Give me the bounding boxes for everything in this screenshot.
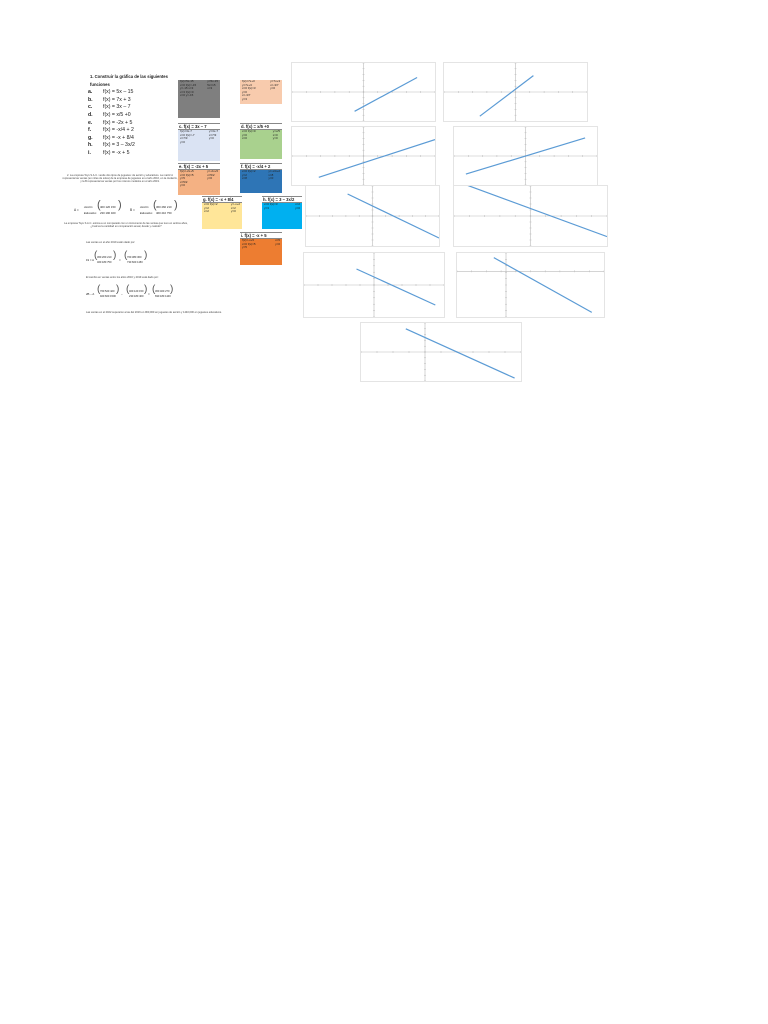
bracket-right-b: ) [174,199,178,211]
bracket: ( [124,250,128,261]
table-cell: x=0 f(x)=5 [180,172,194,177]
table-cell: y=0 [180,139,185,144]
table-cell: y=0 [295,205,300,210]
graph-svg [304,253,444,317]
table-cell: y=0 [268,176,274,180]
table-cell: y=-2x+5 [207,169,218,173]
table-cell: y=0 [270,86,276,90]
table-cell: x=-3/7 [270,82,279,87]
table-header: c. f(x) = 3x – 7 [178,123,220,130]
table-cell: y=-x/4+2 [268,169,280,173]
graph-5 [305,185,440,247]
table-cell: x=0 [272,132,278,137]
matrix-a-label: A = [74,208,79,212]
graph-7 [303,252,445,318]
table-g [202,196,242,229]
table-e [178,163,220,195]
table-col-left [180,80,196,98]
table-cell: y=5 [242,245,247,249]
table-cell: x=5/2 [207,172,215,177]
table-body [178,170,220,188]
table-cell: x=0 f(x)=-15 [180,82,197,87]
table-cell: x=2 [230,205,236,210]
table-body [240,239,282,250]
table-cell: x=0 f(x)=-7 [180,132,195,137]
table-body [240,80,282,101]
matrices-AB [74,199,204,219]
table-cell: y=0 [208,136,214,140]
table-body [240,130,282,141]
function-letter: e. [88,119,93,126]
table-cell: y=3x-7 [208,129,218,133]
table-col-right [268,170,280,181]
series-line [494,258,592,313]
minus: – [121,292,123,296]
function-letter: a. [88,89,93,96]
table-col-left [180,130,195,144]
function-item [88,127,178,135]
bracket: ( [152,284,156,295]
table-cell: y=0 [180,183,185,187]
table-h [262,196,302,229]
step1-m2-r2: 730 600 1150 [127,261,143,264]
table-b [240,80,282,104]
table-a [178,80,220,118]
table-col-left [242,239,256,250]
series-line [357,269,436,305]
table-cell: x=3 [207,86,213,90]
table-cell: x=2 [295,202,300,206]
table-header: d. f(x) = x/5 +0 [240,123,282,130]
function-expression: f(x) = -x + 8/4 [103,134,134,141]
table-cell: y=0 [275,241,280,246]
table-cell: y=3 [242,96,247,101]
table-cell: 5x=15 [207,82,216,87]
function-rows [88,89,178,157]
table-cell: y=5x-15 [207,80,218,83]
function-item [88,89,178,97]
step2-matrices [86,284,196,302]
table-cell: x=7/3 [180,136,188,140]
function-expression: f(x) = -x + 5 [103,149,130,156]
table-cell: y=-15 x=3 [180,86,194,90]
table-cell: f(x)=-2x+5 [180,169,194,173]
graph-svg [292,127,435,185]
matrix-b-row1: 360 260 210 [156,205,172,209]
table-cell: f(x)=5x-15 [180,80,194,83]
function-expression: f(x) = x/5 +0 [103,111,131,118]
step1-matrices [86,250,186,268]
conclusion: Las ventas en el 2022 superaron a las del 2016 en 960,000 en juguetes de acción y 1440,000 en juguetes educativos. [86,311,222,314]
table-cell: x=8 [268,172,274,177]
table-cell: x=2 [204,209,209,213]
bracket: ( [97,284,101,295]
table-cell: x=0 f(x)=0 [242,129,256,133]
graph-1 [291,62,436,122]
table-cell: y=2 [204,205,209,210]
row-label-2b: Educativo [140,211,153,215]
function-letter: h. [88,142,93,149]
table-col-left [264,203,278,210]
graph-svg [306,186,439,246]
table-cell: y=0 [272,136,278,140]
function-letter: i. [88,149,91,156]
bracket: ( [94,250,98,261]
function-expression: f(x) = 3x – 7 [103,104,131,111]
graph-svg [454,186,607,246]
table-body [240,170,282,181]
step1-expr: 19 = A [86,258,95,262]
function-list [88,73,178,158]
step1-m2-r1: 760 380 360 [127,256,142,259]
table-cell: y=0 [207,176,213,180]
function-expression: f(x) = 7x + 3 [103,96,131,103]
function-item [88,142,178,150]
bracket: ) [144,250,148,261]
series-line [480,76,534,117]
table-cell: y=5 [180,176,185,180]
function-letter: f. [88,127,92,134]
function-letter: b. [88,96,93,103]
bracket-left: ( [97,199,101,211]
step1-m1-r2: 460 180 750 [97,261,112,264]
graph-svg [444,63,587,121]
table-cell: f(x)=-x+5 [242,238,255,242]
table-i [240,232,282,265]
table-header: e. f(x) = -2x + 5 [178,163,220,170]
table-col-right [207,170,218,188]
table-header: g. f(x) = -x + 8/4 [202,196,242,203]
series-line [406,329,515,378]
table-cell: y=x/5 [272,129,280,133]
table-cell: x=5/2 [180,179,188,184]
graph-8 [456,252,605,318]
matrix-a-row1: 400 120 150 [100,205,116,209]
series-line [467,186,607,237]
table-cell: y=7x+3 [270,80,280,83]
table-header: f. f(x) = -x/4 + 2 [240,163,282,170]
table-col-right [270,80,280,101]
bracket: ) [170,284,174,295]
exercise-title: 1. Construir la gráfica de las siguientes funciones [90,74,168,87]
graph-svg [454,127,597,185]
function-item [88,104,178,112]
step2-m1-r2: 920 600 1500 [100,295,116,298]
matrix-a-row2: 230 190 400 [100,211,116,215]
row-label-2: Educativo [84,211,97,215]
table-body [262,203,302,210]
table-cell: x=5 [275,238,280,242]
problem-question: La empresa Toys S.A.C. estima a un comparado con un incremento de las ventas que tuvo en ambos años, ¿Cuál es la cantidad en comparación anual, desde y cuándo? [64,222,188,228]
table-cell: y=7x+3 [242,82,252,87]
table-col-right [295,203,300,210]
function-letter: d. [88,111,93,118]
table-cell: x=0 f(x)=3 [264,202,278,206]
table-body [178,130,220,144]
row-label-1b: Acción [140,205,149,209]
table-cell: x=0 y=-15 [180,93,194,97]
table-d [240,123,282,159]
table-cell: y=3 [264,205,269,210]
table-col-right [209,130,218,144]
step1-label: Las ventas en el año 2019 están dado por: [86,241,136,244]
function-letter: g. [88,134,93,141]
graph-3 [291,126,436,186]
table-c [178,123,220,161]
graph-svg [361,323,521,381]
bracket: ) [144,284,148,295]
matrix-b-row2: 460 210 750 [156,211,172,215]
function-expression: f(x) = 3 – 3x/2 [103,142,135,149]
table-body [202,203,242,214]
table-col-right [275,239,280,250]
table-cell: x=0 f(x)=5 [242,241,256,246]
row-label-1: Acción [84,205,93,209]
table-header: i. f(x) = -x + 5 [240,232,282,239]
table-cell: x=8 [242,176,247,180]
table-col-left [204,203,218,214]
series-line [355,78,418,112]
step2-label: El cambio en ventas entre los años 2016 y 2019 está dado por: [86,276,159,279]
function-item [88,120,178,128]
table-col-left [242,170,256,181]
table-cell: f(x)=7x+3 [242,80,255,83]
table-cell: x=0 f(x)=2 [242,169,256,173]
function-expression: f(x) = 5x – 15 [103,89,134,96]
bracket: ) [116,284,120,295]
table-col-left [242,80,256,101]
table-col-right [207,80,218,98]
table-cell: y=0 [242,89,247,94]
table-f [240,163,282,193]
table-body [178,80,220,98]
bracket: ( [126,284,130,295]
bracket-left-b: ( [153,199,157,211]
table-col-left [242,130,256,141]
step2-expr: 2B – A [86,292,95,296]
table-col-right [231,203,240,214]
equals: = [119,258,121,262]
table-cell: y=0 [230,209,236,213]
table-cell: x=0 [242,136,247,140]
table-cell: x=0 f(x)=3 [242,86,256,90]
graph-6 [453,185,608,247]
problem-intro: 2. La empresa Toys S.A.C. vende dos tipos de juguetes: de acción y educativos. La matriz A representa las ventas (en miles de soles) de la empresa de juguetes en el año 2016, en la ciudad A, y la B representa las ventas por los mismos modelos en el año 2019. [62,174,178,183]
table-cell: x=0 f(x)=2 [204,202,218,206]
step2-m2-r2: 230 180 400 [129,295,144,298]
function-item [88,135,178,143]
table-cell: y=2 [242,172,247,177]
table-header: h. f(x) = 3 – 3x/2 [262,196,302,203]
table-cell: y=-x+2 [230,202,240,206]
graph-2 [443,62,588,122]
bracket-right: ) [118,199,122,211]
table-col-right [273,130,280,141]
bracket: ) [113,250,117,261]
step2-m1-r1: 760 520 420 [100,290,115,293]
table-cell: y=0 [242,132,247,137]
graph-svg [292,63,435,121]
step2-m3-r2: 690 180 1100 [155,295,171,298]
table-cell: x=7/3 [208,132,217,137]
graph-9 [360,322,522,382]
matrix-b-label: B = [130,208,135,212]
table-cell: f(x)=3x-7 [180,129,192,133]
function-item [88,112,178,120]
table-cell: x=-3/7 [242,93,251,97]
function-item [88,97,178,105]
series-line [319,140,435,178]
step2-m3-r1: 360 400 270 [155,290,170,293]
step1-m1-r1: 360 260 210 [97,256,112,259]
graph-4 [453,126,598,186]
function-expression: f(x) = -x/4 + 2 [103,127,134,134]
table-cell: x=3 f(x)=0 [180,89,194,94]
step2-m2-r1: 400 120 150 [129,290,144,293]
equals: = [148,292,150,296]
function-letter: c. [88,104,93,111]
function-item [88,150,178,158]
function-expression: f(x) = -2x + 5 [103,119,133,126]
graph-svg [457,253,604,317]
table-col-left [180,170,194,188]
